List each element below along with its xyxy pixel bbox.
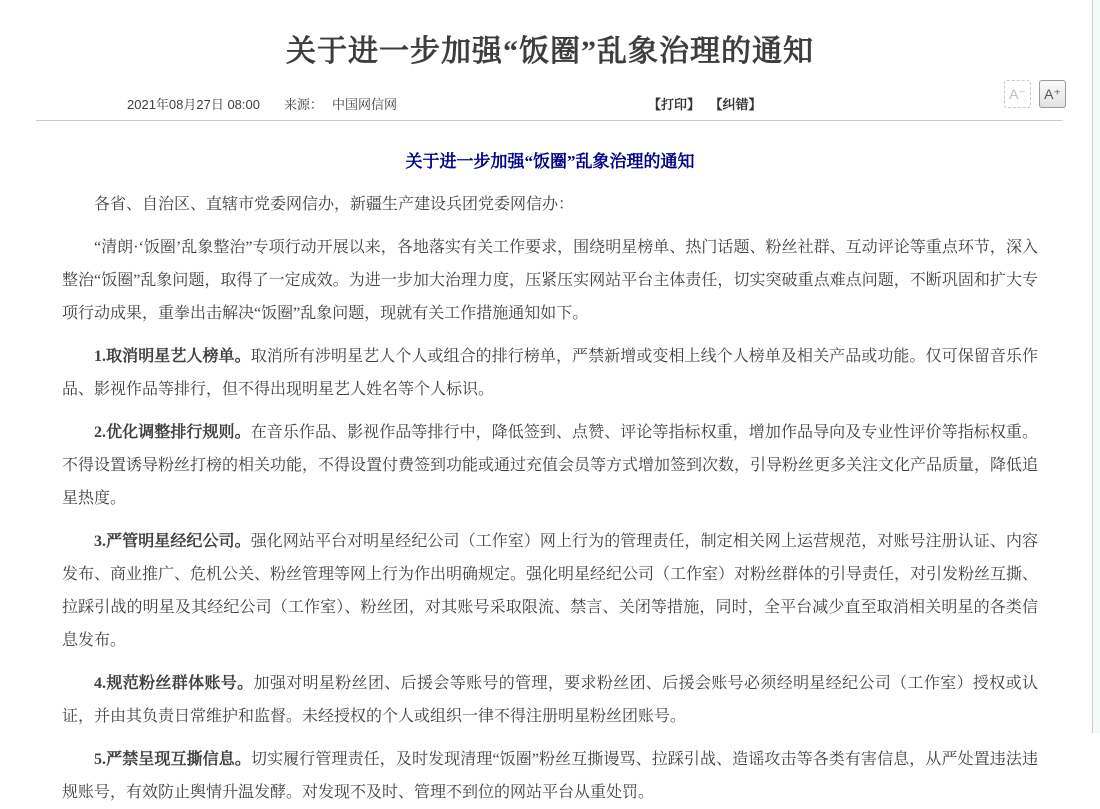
header-divider [36, 120, 1062, 121]
paragraph-lead: 3.严管明星经纪公司。 [94, 533, 251, 550]
article-paragraph [62, 525, 1038, 657]
paragraph-text: 各省、自治区、直辖市党委网信办，新疆生产建设兵团党委网信办： [94, 196, 575, 213]
paragraph-text: “清朗·‘饭圈’乱象整治”专项行动开展以来，各地落实有关工作要求，围绕明星榜单、热门话题、粉丝社群、互动评论等重点环节，深入整治“饭圈”乱象问题，取得了一定成效。为进一步加大治理力度，压紧压实网站平台主体责任，切实突破重点难点问题，不断巩固和扩大专项行动成果，重拳出击解决“饭圈”乱象问题，现就有关工作措施通知如下。 [62, 239, 1038, 322]
article-paragraph [62, 743, 1038, 809]
article-content [0, 147, 1100, 809]
publish-date: 2021年08月27日 08:00 [127, 97, 260, 112]
article-header [0, 0, 1100, 121]
article-paragraph [62, 188, 1038, 221]
meta-left-group [127, 94, 397, 113]
font-increase-button[interactable]: A⁺ [1039, 80, 1066, 108]
font-decrease-button[interactable]: A⁻ [1004, 80, 1031, 108]
article-paragraph [62, 416, 1038, 515]
paragraph-text: 在音乐作品、影视作品等排行中，降低签到、点赞、评论等指标权重，增加作品导向及专业性评价等指标权重。不得设置诱导粉丝打榜的相关功能，不得设置付费签到功能或通过充值会员等方式增加签到次数，引导粉丝更多关注文化产品质量，降低追星热度。 [62, 424, 1039, 507]
font-size-controls [1004, 80, 1066, 108]
source-label: 来源： [283, 97, 323, 112]
meta-actions-group [648, 94, 762, 113]
paragraph-text: 加强对明星粉丝团、后援会等账号的管理，要求粉丝团、后援会账号必须经明星经纪公司（工作室）授权或认证，并由其负责日常维护和监督。未经授权的个人或组织一律不得注册明星粉丝团账号。 [62, 675, 1038, 725]
paragraph-lead: 2.优化调整排行规则。 [94, 424, 251, 441]
paragraph-text: 切实履行管理责任，及时发现清理“饭圈”粉丝互撕谩骂、拉踩引战、造谣攻击等各类有害信息，从严处置违法违规账号，有效防止舆情升温发酵。对发现不及时、管理不到位的网站平台从重处罚。 [62, 751, 1038, 801]
correction-button[interactable]: 【纠错】 [716, 97, 762, 112]
meta-row [0, 84, 1100, 120]
paragraph-lead: 5.严禁呈现互撕信息。 [94, 751, 251, 768]
source-name: 中国网信网 [332, 97, 398, 112]
article-subtitle: 关于进一步加强“饭圈”乱象治理的通知 [405, 152, 695, 171]
page-title: 关于进一步加强“饭圈”乱象治理的通知 [286, 35, 814, 68]
window-edge [1092, 0, 1100, 733]
paragraph-lead: 1.取消明星艺人榜单。 [94, 348, 251, 365]
paragraph-text: 强化网站平台对明星经纪公司（工作室）网上行为的管理责任，制定相关网上运营规范，对账号注册认证、内容发布、商业推广、危机公关、粉丝管理等网上行为作出明确规定。强化明星经纪公司（工作室）对粉丝群体的引导责任，对引发粉丝互撕、拉踩引战的明星及其经纪公司（工作室）、粉丝团，对其账号采取限流、禁言、关闭等措施，同时，全平台减少直至取消相关明星的各类信息发布。 [62, 533, 1039, 649]
article-paragraph [62, 340, 1038, 406]
article-paragraph [62, 231, 1038, 330]
paragraph-lead: 4.规范粉丝群体账号。 [94, 675, 254, 692]
article-paragraph [62, 667, 1038, 733]
print-button[interactable]: 【打印】 [648, 97, 701, 112]
paragraph-text: 取消所有涉明星艺人个人或组合的排行榜单，严禁新增或变相上线个人榜单及相关产品或功能。仅可保留音乐作品、影视作品等排行，但不得出现明星艺人姓名等个人标识。 [62, 348, 1038, 398]
